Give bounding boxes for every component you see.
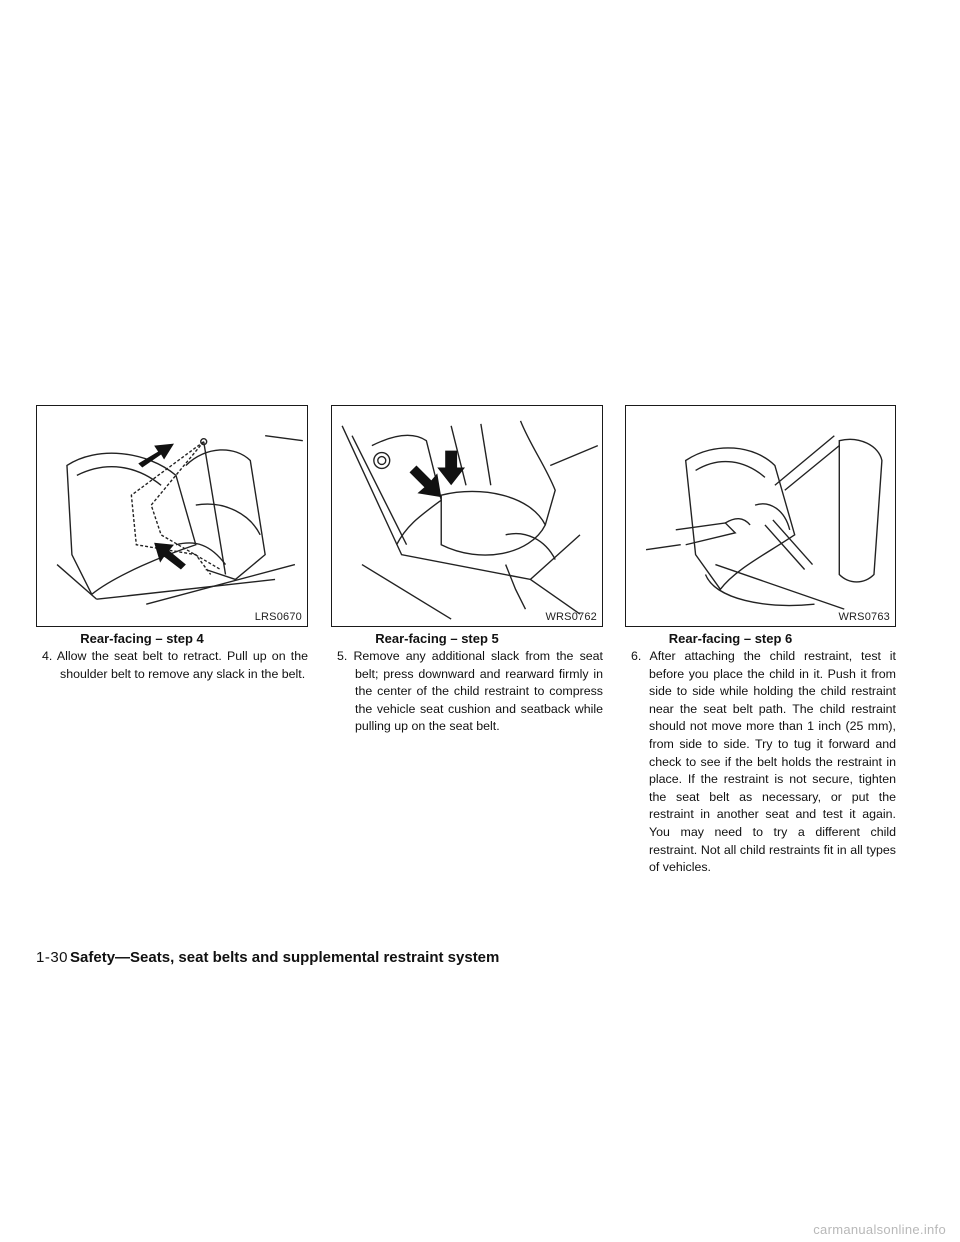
press-down-seat-illustration	[332, 406, 602, 626]
figure-column-step-5	[331, 405, 603, 736]
illustration-step-5	[331, 405, 603, 627]
rear-facing-seat-illustration	[37, 406, 307, 626]
figure-caption: Rear-facing – step 4	[80, 631, 204, 646]
page-footer	[36, 949, 499, 966]
arrow-down-left-icon	[410, 465, 442, 497]
section-title: Safety—Seats, seat belts and supplemental restraint system	[70, 949, 500, 966]
arrow-up-icon	[138, 444, 174, 468]
arrow-down-icon	[437, 451, 465, 486]
page-number: 1-30	[36, 949, 69, 966]
figure-column-step-4	[36, 405, 308, 683]
figure-code: WRS0762	[545, 611, 597, 623]
illustration-step-6	[625, 405, 896, 627]
illustration-step-4	[36, 405, 308, 627]
figure-caption: Rear-facing – step 6	[668, 631, 793, 646]
figure-code: WRS0763	[838, 611, 890, 623]
step-text: 6. After attaching the child restraint, test it before you place the child in it. Push it from side to side while holding the child restraint near the seat belt path. The child restraint should not move more than 1 inch (25 mm), from side to side. Try to tug it forward and check to see if the belt holds the restraint in place. If the restraint is not secure, tighten the seat belt as necessary, or put the restraint in another seat and test it again. You may need to try a different child restraint. Not all child restraints fit in all types of vehicles.	[631, 649, 896, 875]
test-restraint-illustration	[626, 406, 895, 626]
step-text: 5. Remove any additional slack from the seat belt; press downward and rearward firmly in the center of the child restraint to compress the vehicle seat cushion and seatback while pulling up on the seat belt.	[337, 649, 603, 734]
watermark-text: carmanualsonline.info	[813, 1222, 946, 1237]
figure-caption: Rear-facing – step 5	[375, 631, 499, 646]
figure-code: LRS0670	[254, 611, 302, 623]
figure-column-step-6	[625, 405, 896, 877]
step-text: 4. Allow the seat belt to retract. Pull up on the shoulder belt to remove any slack in the belt.	[42, 649, 308, 681]
arrow-up-left-icon	[154, 543, 186, 570]
